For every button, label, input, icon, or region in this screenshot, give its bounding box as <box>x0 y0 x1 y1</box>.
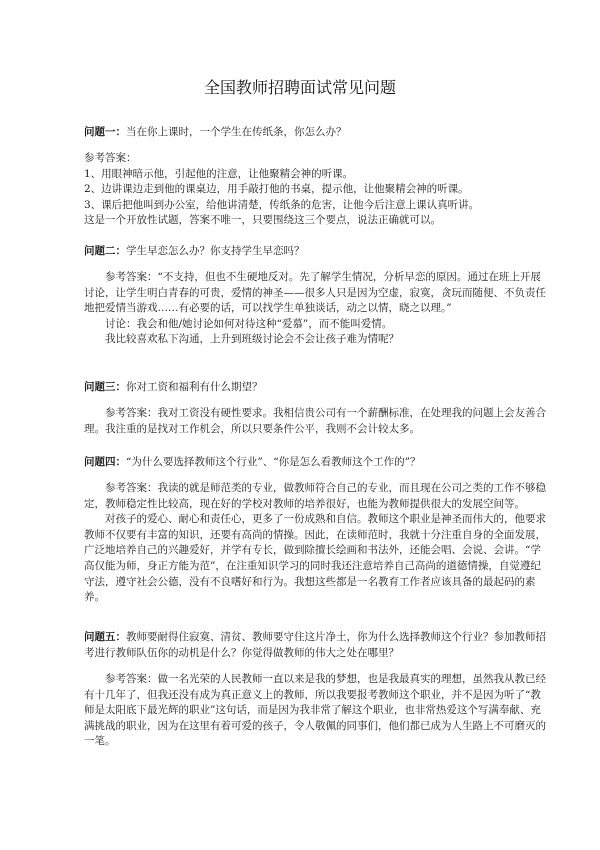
question-3-section <box>84 380 546 396</box>
answer-1-label: 参考答案： <box>84 152 137 164</box>
answer-2-discussion: 讨论：我会和他/她讨论如何对待这种“爱慕”，而不能叫爱情。 <box>105 317 393 330</box>
answer-4-section <box>84 481 546 606</box>
question-1-label: 问题一： <box>84 126 126 138</box>
question-4-label: 问题四： <box>84 456 126 468</box>
question-1 <box>84 125 546 141</box>
question-2-label: 问题二： <box>84 245 126 257</box>
answer-4-paragraph-2: 对孩子的爱心、耐心和责任心，更多了一份成熟和自信。教师这个职业是神圣而伟大的，他要求教师不仅要有丰富的知识，还要有高尚的情操。因此，在读师范时，我就十分注重自身的全面发展，广泛地培养自己的兴趣爱好，并学有专长，做到除擅长绘画和书法外，还能会唱、会说、会讲。“学高仅能为师，身正方能为范”，在注重知识学习的同时我还注意培养自己高尚的道德情操，自觉遵纪守法，遵守社会公德，没有不良嗜好和行为。我想这些都是一名教育工作者应该具备的最起码的素养。 <box>84 513 546 604</box>
answer-2-text: 参考答案：“不支持，但也不生硬地反对。先了解学生情况，分析早恋的原因。通过在班上开展讨论，让学生明白青春的可贵，爱情的神圣——很多人只是因为空虚，寂寞，贪玩而随便、不负责任地把爱情当游戏……有必要的话，可以找学生单独谈话，动之以情，晓之以理。” <box>84 271 546 315</box>
question-5-section <box>84 630 546 661</box>
answer-5-section <box>84 672 546 750</box>
answer-1-section <box>84 151 546 229</box>
answer-3-text: 参考答案：我对工资没有硬性要求。我相信贵公司有一个薪酬标准，在处理我的问题上会友善合理。我注重的是找对工作机会，所以只要条件公平，我则不会计较太多。 <box>84 407 546 435</box>
page-title: 全国教师招聘面试常见问题 <box>203 78 396 97</box>
question-5-label: 问题五： <box>84 631 126 643</box>
question-4-text: “为什么要选择教师这个行业”、“你是怎么看教师这个工作的”？ <box>126 456 421 468</box>
question-3 <box>84 380 546 396</box>
question-2-text: 学生早恋怎么办？你支持学生早恋吗？ <box>126 245 305 257</box>
answer-1-note: 这是一个开放性试题，答案不唯一，只要围绕这三个要点，说法正确就可以。 <box>84 214 441 227</box>
question-4 <box>84 455 546 471</box>
question-2-section <box>84 244 546 260</box>
answer-1-point-2: 2、边讲课边走到他的课桌边，用手敲打他的书桌，提示他，让他聚精会神的听课。 <box>84 183 469 196</box>
answer-2-section <box>84 270 546 348</box>
answer-1-point-1: 1、用眼神暗示他，引起他的注意，让他聚精会神的听课。 <box>84 167 354 180</box>
question-4-section <box>84 455 546 471</box>
answer-5-text: 参考答案：做一名光荣的人民教师一直以来是我的梦想，也是我最真实的理想，虽然我从教已经有十几年了，但我还没有成为真正意义上的教师，所以我要报考教师这个职业，并不是因为听了“教师是太阳底下最光辉的职业”这句话，而是因为我非常了解这个职业，也非常热爱这个写满奉献、充满挑战的职业，因为在这里有着可爱的孩子，令人敬佩的同事们，他们都已成为人生路上不可磨灭的一笔。 <box>84 673 546 748</box>
question-5 <box>84 630 546 661</box>
answer-1-point-3: 3、课后把他叫到办公室，给他讲清楚，传纸条的危害，让他今后注意上课认真听讲。 <box>84 198 480 211</box>
answer-4-text: 参考答案：我读的就是师范类的专业，做教师符合自己的专业，而且现在公司之类的工作不够稳定，教师稳定性比较高，现在好的学校对教师的培养很好，也能为教师提供很大的发展空间等。 <box>84 482 546 510</box>
question-5-text: 教师要耐得住寂寞、清贫、教师要守住这片净土，你为什么选择教师这个行业？参加教师招考进行教师队伍你的动机是什么？你觉得做教师的伟大之处在哪里？ <box>84 631 546 659</box>
answer-3-section <box>84 406 546 437</box>
question-1-text: 当在你上课时，一个学生在传纸条，你怎么办？ <box>126 126 347 138</box>
answer-2-follow: 我比较喜欢私下沟通，上升到班级讨论会不会让孩子难为情呢？ <box>105 333 399 346</box>
question-2 <box>84 244 546 260</box>
question-3-text: 你对工资和福利有什么期望？ <box>126 381 263 393</box>
question-3-label: 问题三： <box>84 381 126 393</box>
question-1-section <box>84 125 546 141</box>
